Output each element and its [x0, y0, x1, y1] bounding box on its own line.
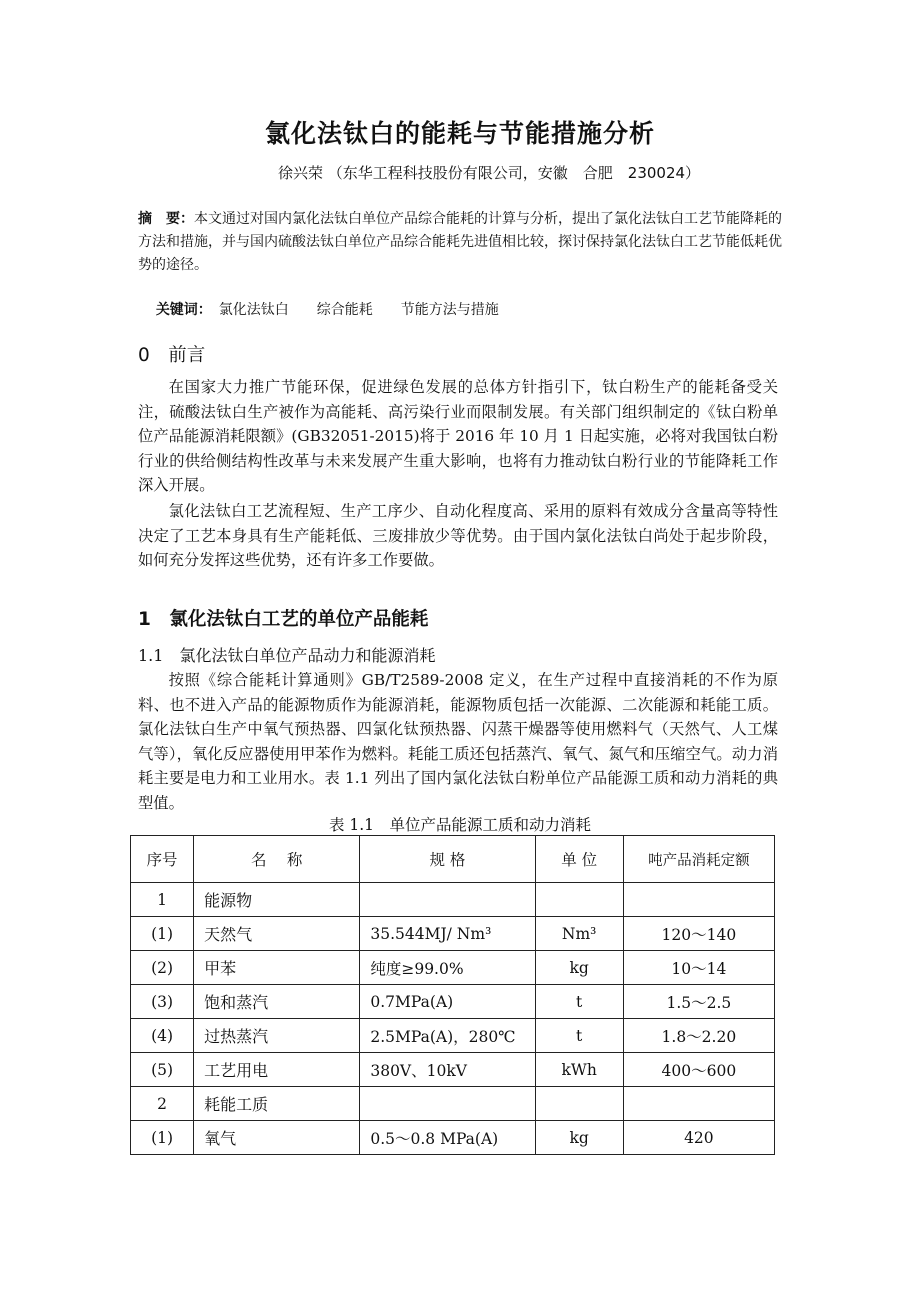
header-cell-spec: 规 格	[360, 836, 535, 883]
abstract-text: 本文通过对国内氯化法钛白单位产品综合能耗的计算与分析，提出了氯化法钛白工艺节能降耗的方法和措施，并与国内硫酸法钛白单位产品综合能耗先进值相比较，探讨保持氯化法钛白工艺节能低耗优势的途径。	[138, 211, 782, 273]
cell-quota: 120～140	[623, 917, 774, 951]
header-cell-unit: 单 位	[535, 836, 623, 883]
cell-spec: 380V、10kV	[360, 1053, 535, 1087]
cell-name: 饱和蒸汽	[194, 985, 360, 1019]
cell-index: 1	[131, 883, 194, 917]
header-cell-quota: 吨产品消耗定额	[623, 836, 774, 883]
cell-unit: Nm³	[535, 917, 623, 951]
table-header-row	[131, 836, 775, 883]
table-row	[131, 985, 775, 1019]
cell-quota	[623, 883, 774, 917]
cell-index: (1)	[131, 1121, 194, 1155]
cell-spec: 35.544MJ/ Nm³	[360, 917, 535, 951]
table-row	[131, 1087, 775, 1121]
abstract	[138, 208, 788, 277]
cell-unit	[535, 1087, 623, 1121]
cell-unit: kWh	[535, 1053, 623, 1087]
cell-name: 工艺用电	[194, 1053, 360, 1087]
keywords-text: 氯化法钛白 综合能耗 节能方法与措施	[204, 302, 499, 318]
cell-name: 氧气	[194, 1121, 360, 1155]
table-row	[131, 1121, 775, 1155]
keywords	[138, 283, 499, 335]
section-0-paragraph-1: 在国家大力推广节能环保，促进绿色发展的总体方针指引下，钛白粉生产的能耗备受关注，硫酸法钛白生产被作为高能耗、高污染行业而限制发展。有关部门组织制定的《钛白粉单位产品能源消耗限额》(GB32051-2015)将于 2016 年 10 月 1 日起实施，必将对我国钛白粉行业的供给侧结构性改革与未来发展产生重大影响，也将有力推动钛白粉行业的节能降耗工作深入开展。	[138, 378, 778, 495]
cell-index: (3)	[131, 985, 194, 1019]
cell-index: 2	[131, 1087, 194, 1121]
section-1-1-heading: 1.1 氯化法钛白单位产品动力和能源消耗	[138, 646, 436, 665]
cell-spec: 0.7MPa(A)	[360, 985, 535, 1019]
cell-name: 能源物	[194, 883, 360, 917]
author-line: 徐兴荣 （东华工程科技股份有限公司，安徽 合肥 230024）	[278, 164, 701, 182]
cell-name: 天然气	[194, 917, 360, 951]
cell-unit: kg	[535, 1121, 623, 1155]
abstract-label: 摘 要：	[138, 211, 194, 227]
header-cell-index: 序号	[131, 836, 194, 883]
cell-quota: 1.8～2.20	[623, 1019, 774, 1053]
cell-index: (4)	[131, 1019, 194, 1053]
section-0-heading: 0 前言	[138, 345, 206, 366]
cell-quota: 400～600	[623, 1053, 774, 1087]
cell-index: (5)	[131, 1053, 194, 1087]
table-row	[131, 917, 775, 951]
cell-unit: t	[535, 1019, 623, 1053]
section-0-paragraph-2: 氯化法钛白工艺流程短、生产工序少、自动化程度高、采用的原料有效成分含量高等特性决定了工艺本身具有生产能耗低、三废排放少等优势。由于国内氯化法钛白尚处于起步阶段，如何充分发挥这些优势，还有许多工作要做。	[138, 502, 778, 570]
cell-quota: 1.5～2.5	[623, 985, 774, 1019]
cell-spec: 0.5～0.8 MPa(A)	[360, 1121, 535, 1155]
table-row	[131, 951, 775, 985]
section-1-1-paragraph: 按照《综合能耗计算通则》GB/T2589-2008 定义，在生产过程中直接消耗的不作为原料、也不进入产品的能源物质作为能源消耗，能源物质包括一次能源、二次能源和耗能工质。氯化法钛白生产中氧气预热器、四氯化钛预热器、闪蒸干燥器等使用燃料气（天然气、人工煤气等），氧化反应器使用甲苯作为燃料。耗能工质还包括蒸汽、氧气、氮气和压缩空气。动力消耗主要是电力和工业用水。表 1.1 列出了国内氯化法钛白粉单位产品能源工质和动力消耗的典型值。	[138, 671, 778, 812]
paper-title: 氯化法钛白的能耗与节能措施分析	[264, 119, 655, 148]
cell-index: (2)	[131, 951, 194, 985]
cell-index: (1)	[131, 917, 194, 951]
cell-quota: 10～14	[623, 951, 774, 985]
cell-name: 耗能工质	[194, 1087, 360, 1121]
keywords-label: 关键词：	[155, 302, 205, 318]
table-row	[131, 1019, 775, 1053]
consumption-table	[130, 835, 775, 1155]
cell-spec: 2.5MPa(A)，280℃	[360, 1019, 535, 1053]
cell-spec	[360, 883, 535, 917]
section-1-heading: 1 氯化法钛白工艺的单位产品能耗	[138, 609, 429, 630]
header-cell-name: 名 称	[194, 836, 360, 883]
cell-spec	[360, 1087, 535, 1121]
cell-name: 过热蒸汽	[194, 1019, 360, 1053]
cell-quota	[623, 1087, 774, 1121]
cell-unit	[535, 883, 623, 917]
table-row	[131, 1053, 775, 1087]
cell-unit: kg	[535, 951, 623, 985]
cell-name: 甲苯	[194, 951, 360, 985]
cell-unit: t	[535, 985, 623, 1019]
table-row	[131, 883, 775, 917]
table-caption: 表 1.1 单位产品能源工质和动力消耗	[328, 816, 592, 834]
cell-spec: 纯度≥99.0%	[360, 951, 535, 985]
cell-quota: 420	[623, 1121, 774, 1155]
